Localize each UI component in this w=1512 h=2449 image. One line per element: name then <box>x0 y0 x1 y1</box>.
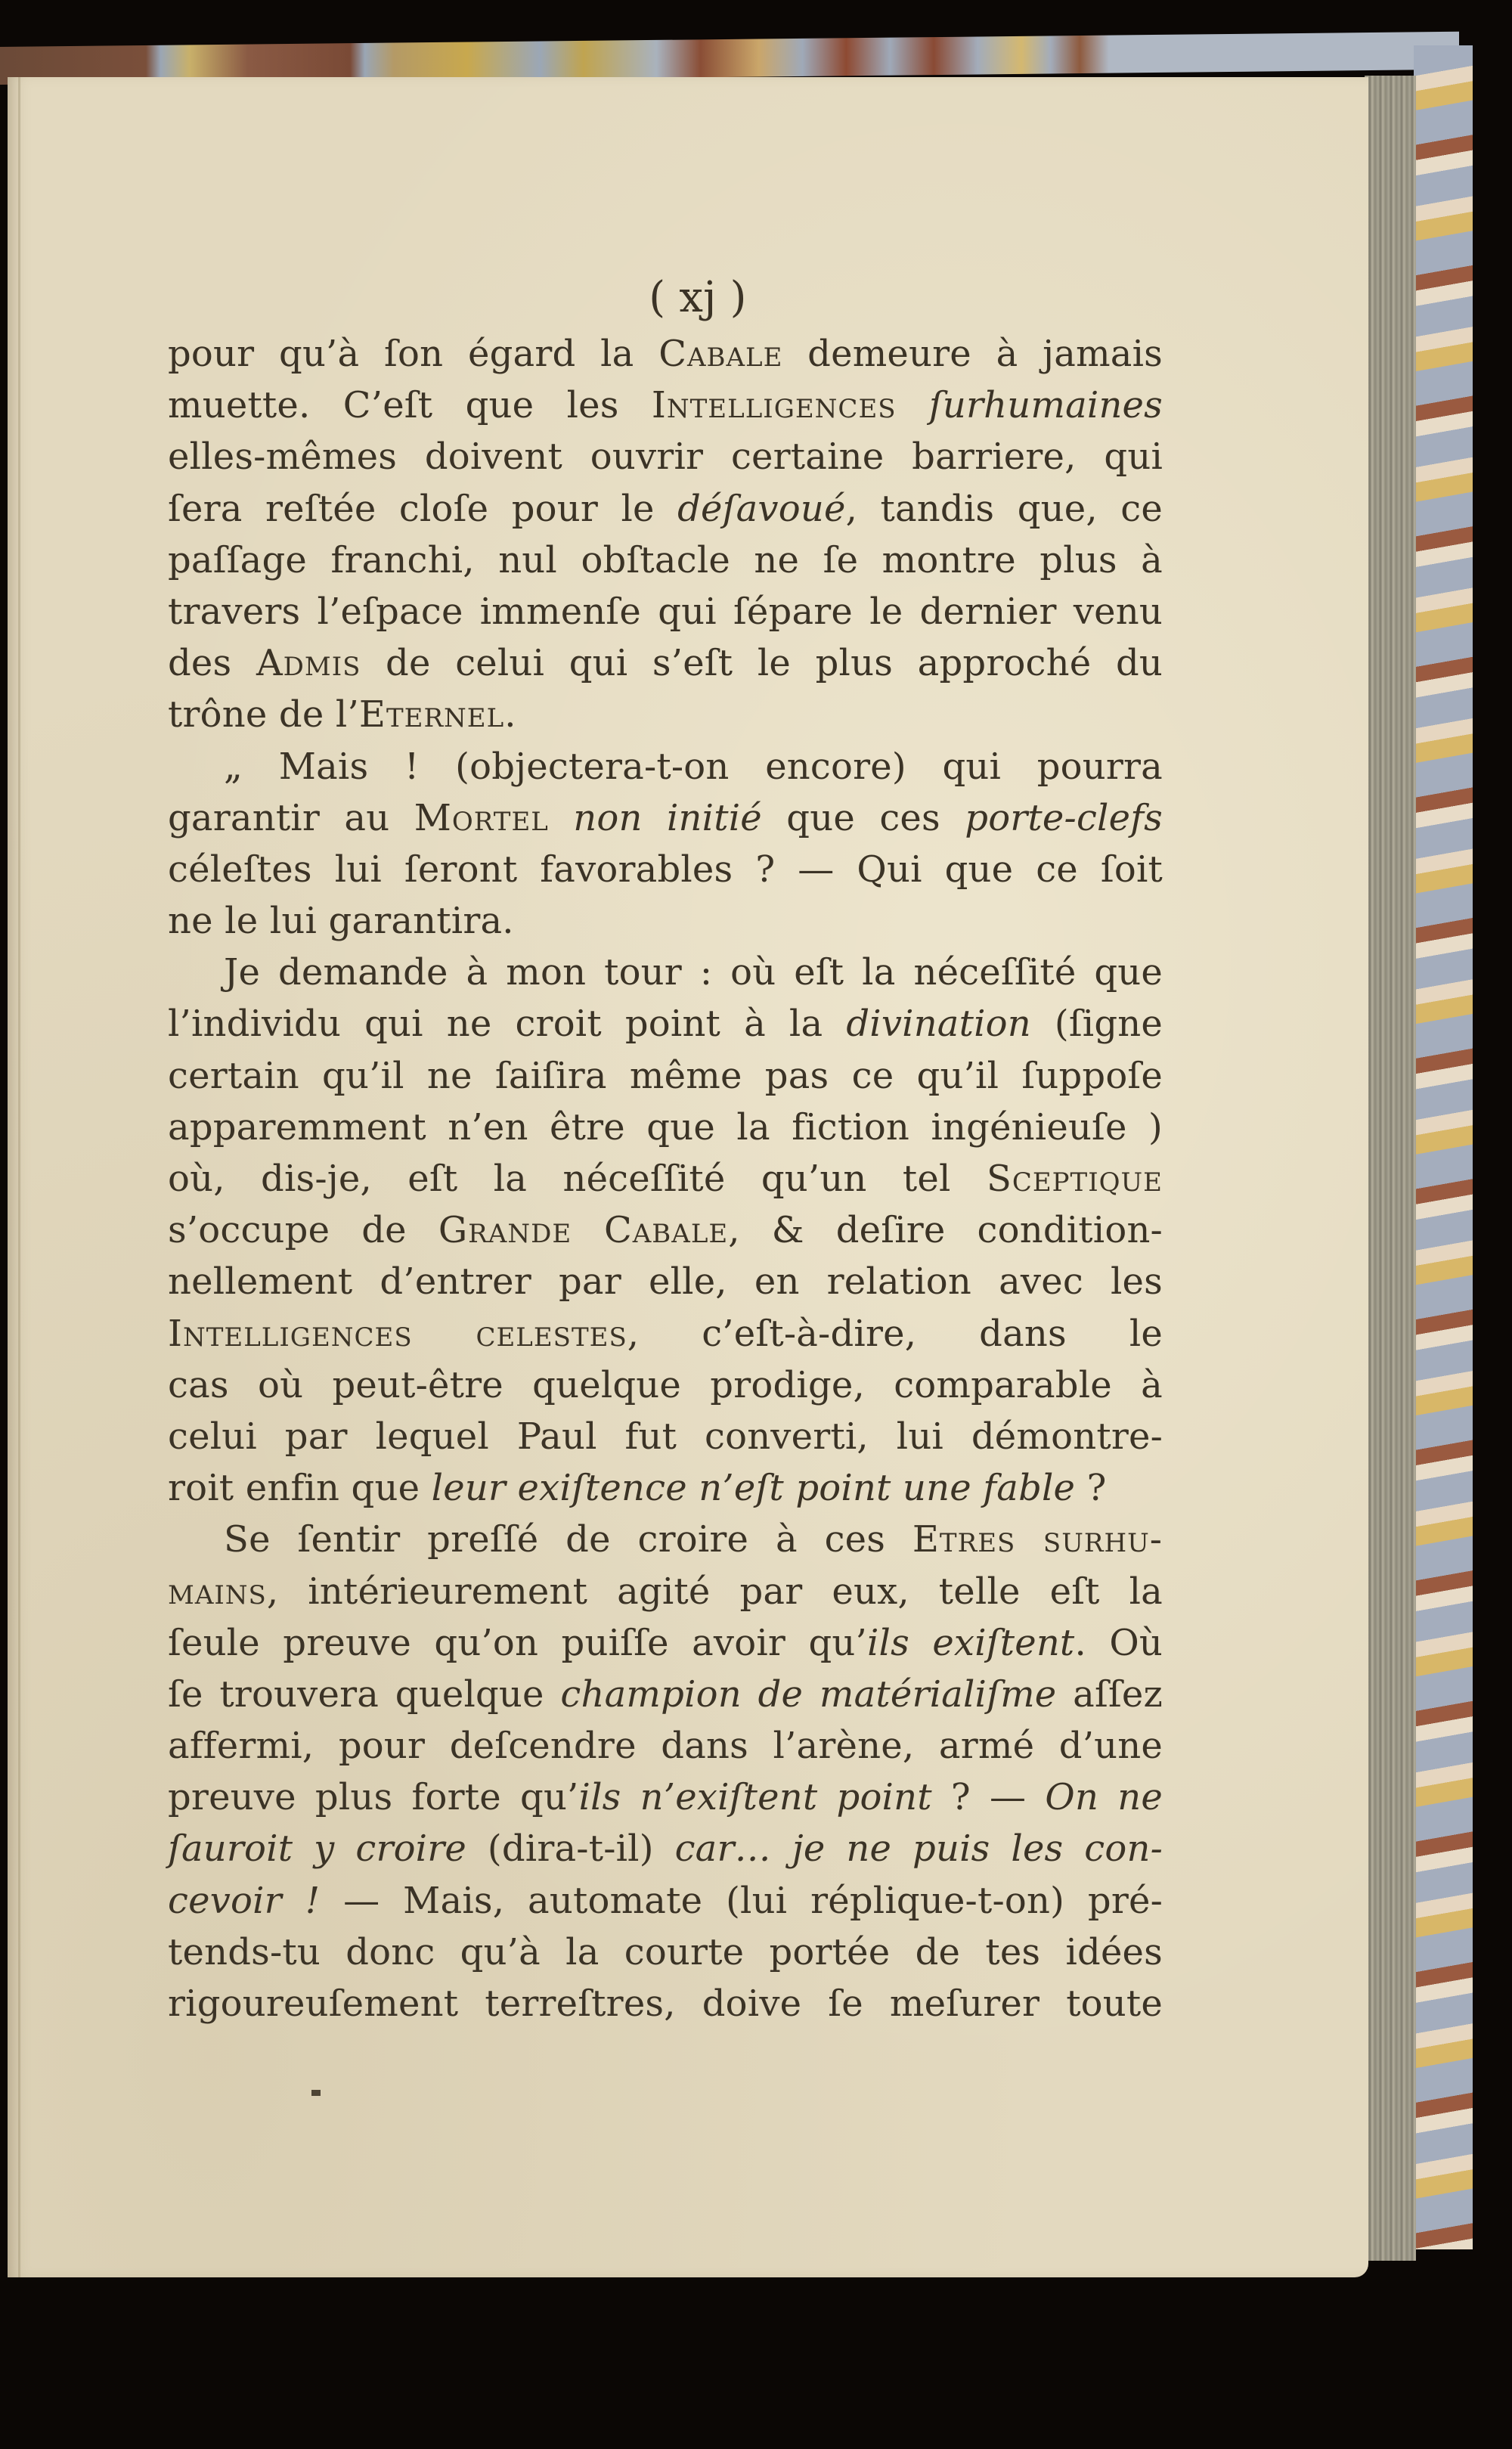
text-line <box>168 586 1163 637</box>
book-page <box>8 77 1368 2277</box>
text-segment <box>549 797 573 839</box>
text-line <box>168 689 1163 740</box>
italic-text: porte-clefs <box>965 796 1163 839</box>
italic-text: car… je ne puis les con- <box>674 1827 1163 1871</box>
text-segment: rigoureuſement terreſtres, doive ſe meſurer toute <box>168 1982 1163 2025</box>
text-segment: que ces <box>761 796 965 839</box>
small-caps-text: Intelligences <box>651 384 897 427</box>
italic-text: cevoir ! <box>168 1879 321 1922</box>
small-caps-text: Intelligences celestes <box>168 1312 627 1355</box>
text-line <box>168 1050 1163 1102</box>
text-segment: Se ſentir preſſé de croire à ces <box>224 1518 912 1561</box>
text-line <box>168 1927 1163 1978</box>
italic-text: champion de matérialiſme <box>560 1672 1057 1716</box>
italic-text: divination <box>846 1003 1031 1046</box>
text-line <box>168 1153 1163 1204</box>
text-line <box>168 1566 1163 1617</box>
italic-text: ils n’exiſtent point <box>578 1776 932 1819</box>
text-line <box>168 844 1163 895</box>
gutter <box>18 77 20 2277</box>
text-segment: ? — <box>931 1776 1046 1819</box>
text-segment: des <box>168 642 256 685</box>
text-segment: ne le lui garantira. <box>168 900 514 943</box>
text-segment: . <box>504 693 516 736</box>
small-caps-text: Etres surhu- <box>912 1518 1163 1561</box>
text-line <box>168 637 1163 689</box>
text-segment: tends-tu donc qu’à la courte portée de tes idées <box>168 1930 1163 1973</box>
text-segment: elles-mêmes doivent ouvrir certaine barriere, qui <box>168 436 1163 479</box>
text-segment: aſſez <box>1056 1672 1163 1716</box>
text-segment: pour qu’à ſon égard la <box>168 333 659 375</box>
text-line <box>168 1514 1163 1565</box>
text-line <box>168 998 1163 1049</box>
text-line <box>168 895 1163 947</box>
text-segment: , intérieurement agité par eux, telle eſt la <box>266 1570 1163 1613</box>
text-line <box>168 380 1163 431</box>
text-line <box>168 1720 1163 1772</box>
text-segment: celui par lequel Paul fut converti, lui démontre- <box>168 1415 1163 1458</box>
italic-text: ſurhumaines <box>928 384 1163 427</box>
text-line <box>168 328 1163 380</box>
text-segment: ſera reſtée cloſe pour le <box>168 487 678 530</box>
text-segment: paſſage franchi, nul obſtacle ne ſe montre plus à <box>168 538 1163 581</box>
text-segment: céleſtes lui ſeront favorables ? — Qui que ce ſoit <box>168 848 1163 891</box>
italic-text: leur exiſtence n’eſt point une fable <box>431 1467 1076 1510</box>
text-line <box>168 1669 1163 1720</box>
text-segment: demeure à jamais <box>782 333 1163 375</box>
text-segment: , & deſire condition- <box>728 1209 1163 1252</box>
text-line <box>168 1308 1163 1359</box>
small-caps-text: Cabale <box>658 333 783 375</box>
text-line <box>168 1256 1163 1307</box>
marbled-cover-edge <box>1414 45 1473 2249</box>
text-line <box>168 1978 1163 2029</box>
text-line <box>168 1102 1163 1153</box>
italic-text: déſavoué <box>677 487 846 530</box>
text-segment: , tandis que, ce <box>845 487 1163 530</box>
text-segment: (ſigne <box>1030 1003 1163 1046</box>
body-text <box>168 328 1163 2029</box>
text-segment: travers l’eſpace immenſe qui ſépare le dernier venu <box>168 590 1163 633</box>
text-line <box>168 1204 1163 1256</box>
italic-text: non initié <box>573 796 762 839</box>
small-caps-text: Grande Cabale <box>438 1209 729 1252</box>
page-stack-edge <box>1365 76 1416 2261</box>
text-line <box>168 1359 1163 1411</box>
text-segment: Je demande à mon tour : où eſt la néceſſité que <box>224 951 1163 994</box>
text-line <box>168 1462 1163 1514</box>
text-segment: affermi, pour deſcendre dans l’arène, armé d’une <box>168 1725 1163 1768</box>
text-segment: roit enfin que <box>168 1467 432 1510</box>
text-block <box>168 275 1163 2029</box>
text-line <box>168 947 1163 998</box>
text-segment: „ Mais ! (objectera-t-on encore) qui pourra <box>224 745 1163 788</box>
text-segment: — Mais, automate (lui réplique-t-on) pré- <box>320 1879 1163 1922</box>
text-segment: apparemment n’en être que la fiction ingénieuſe ) <box>168 1105 1163 1149</box>
text-line <box>168 1617 1163 1669</box>
small-caps-text: Admis <box>256 642 361 685</box>
text-segment: garantir au <box>168 796 414 839</box>
text-line <box>168 741 1163 792</box>
italic-text: ils exiſtent <box>866 1621 1075 1664</box>
text-segment: trône de l’ <box>168 693 359 736</box>
text-segment: où, dis-je, eſt la néceſſité qu’un tel <box>168 1158 987 1200</box>
text-line <box>168 1772 1163 1823</box>
text-line <box>168 792 1163 844</box>
ink-speck <box>311 2090 321 2096</box>
italic-text: ſauroit y croire <box>168 1827 466 1871</box>
text-line <box>168 431 1163 482</box>
text-segment: , c’eſt-à-dire, dans le <box>627 1312 1163 1355</box>
text-segment: de celui qui s’eſt le plus approché du <box>361 642 1163 685</box>
text-segment: cas où peut-être quelque prodige, comparable à <box>168 1363 1163 1406</box>
text-line <box>168 483 1163 535</box>
text-segment: s’occupe de <box>168 1209 438 1252</box>
text-segment: nellement d’entrer par elle, en relation avec les <box>168 1260 1163 1304</box>
text-segment: (dira-t-il) <box>466 1827 675 1871</box>
text-segment: ſeule preuve qu’on puiſſe avoir qu’ <box>168 1621 867 1664</box>
text-line <box>168 1411 1163 1462</box>
text-segment: ? <box>1075 1467 1107 1510</box>
small-caps-text: Sceptique <box>986 1158 1163 1200</box>
text-line <box>168 1875 1163 1927</box>
text-segment: l’individu qui ne croit point à la <box>168 1003 847 1046</box>
italic-text: On ne <box>1045 1776 1163 1819</box>
text-segment: preuve plus forte qu’ <box>168 1776 579 1819</box>
text-segment: . Où <box>1074 1621 1163 1664</box>
small-caps-text: Mortel <box>414 796 549 839</box>
text-line <box>168 535 1163 586</box>
text-segment: muette. C’eſt que les <box>168 384 652 427</box>
text-segment: certain qu’il ne ſaiſira même pas ce qu’il ſuppoſe <box>168 1054 1163 1097</box>
text-line <box>168 1823 1163 1874</box>
page-number-header: ( xj ) <box>649 273 747 322</box>
small-caps-text: mains <box>168 1570 267 1613</box>
text-segment <box>897 384 929 426</box>
small-caps-text: Eternel <box>358 693 505 736</box>
text-segment: ſe trouvera quelque <box>168 1672 561 1716</box>
